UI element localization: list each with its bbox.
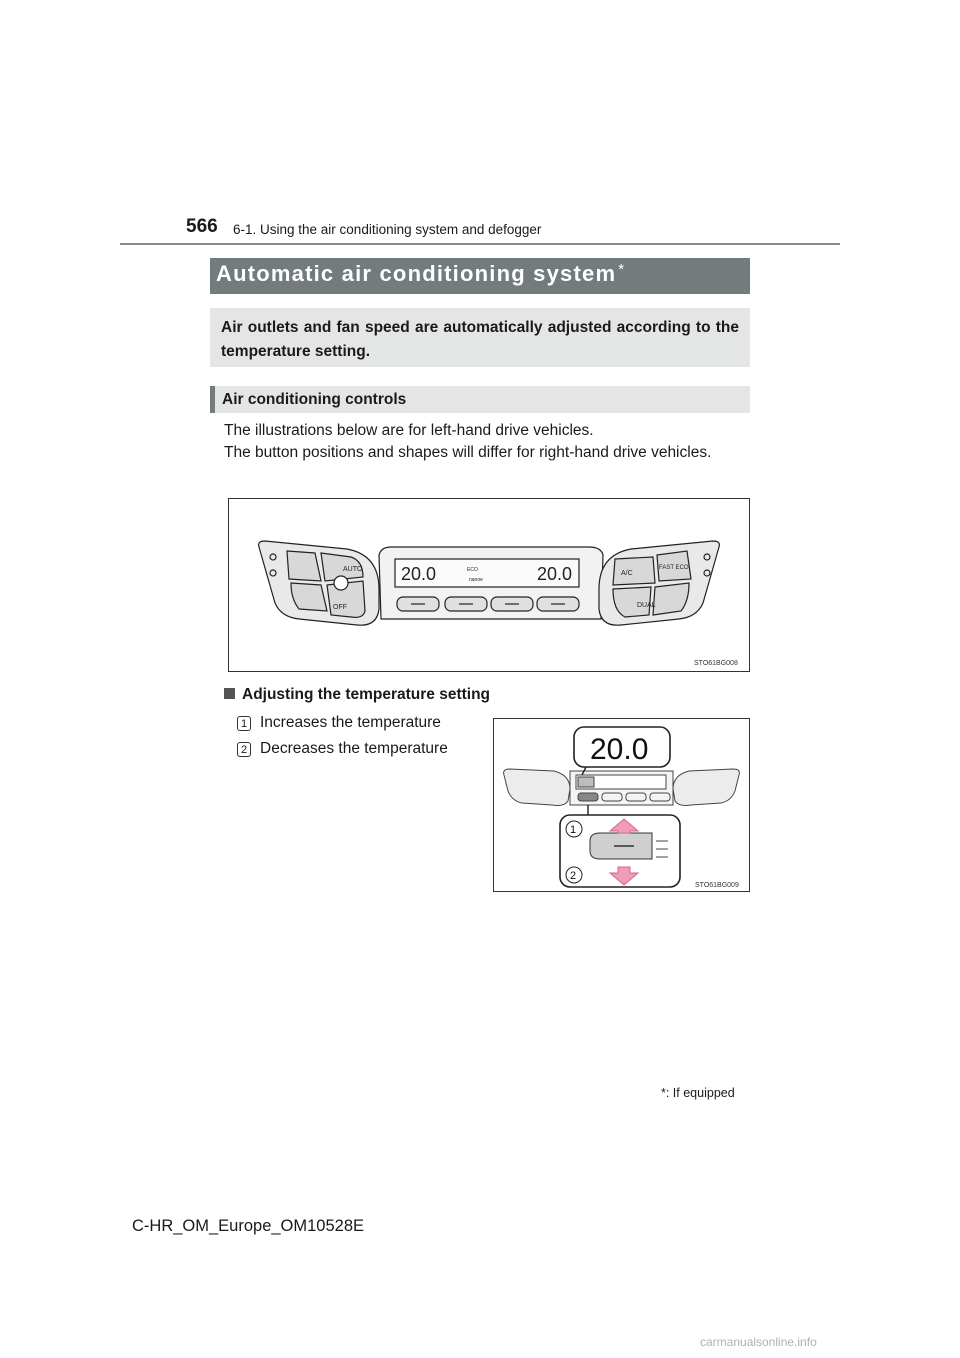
figure-1-code: STO61BG008 (694, 660, 738, 667)
heading-square-icon (224, 688, 235, 699)
display-temp-readout: 20.0 (590, 733, 649, 766)
title-text: Automatic air conditioning system (216, 261, 617, 286)
step-1-badge: 1 (237, 716, 251, 731)
page-title (216, 261, 625, 287)
adjusting-heading (224, 686, 490, 704)
intro-text: Air outlets and fan speed are automatically adjusted according to the temperature setting. (221, 319, 739, 360)
ac-button-label: A/C (621, 570, 633, 577)
off-button-label: OFF (333, 604, 347, 611)
step-1-text: Increases the temperature (260, 714, 441, 731)
figure-2-code: STO61BG009 (695, 882, 739, 889)
section-header: 6-1. Using the air conditioning system and defogger (233, 222, 542, 237)
control-panel-illustration (229, 499, 749, 671)
subsection-accent (210, 386, 215, 413)
up-arrow-label: 1 (570, 824, 577, 836)
step-2-text: Decreases the temperature (260, 740, 448, 757)
nanoe-label: nanoe (469, 577, 483, 583)
page-number: 566 (186, 216, 218, 237)
watermark: carmanualsonline.info (700, 1335, 817, 1349)
step-2-badge: 2 (237, 742, 251, 757)
header-rule (120, 243, 840, 245)
left-temp-readout: 20.0 (401, 564, 437, 584)
eco-label: ECO (467, 567, 478, 573)
fast-eco-button-label: FAST ECO (659, 565, 689, 571)
body-line-1: The illustrations below are for left-hand drive vehicles. (224, 422, 594, 439)
right-temp-readout: 20.0 (537, 564, 573, 584)
footnote: *: If equipped (661, 1086, 735, 1100)
document-id: C-HR_OM_Europe_OM10528E (132, 1217, 365, 1235)
title-marker: * (618, 261, 626, 278)
auto-button-label: AUTO (343, 566, 363, 573)
down-arrow-label: 2 (570, 870, 577, 882)
subsection-title: Air conditioning controls (222, 391, 407, 408)
body-text (224, 420, 748, 464)
adjusting-heading-text: Adjusting the temperature setting (242, 686, 491, 703)
temperature-adjust-illustration (494, 719, 749, 891)
temperature-adjust-figure (493, 718, 750, 892)
control-panel-figure (228, 498, 750, 672)
dual-button-label: DUAL (637, 602, 656, 609)
body-line-2: The button positions and shapes will differ for right-hand drive vehicles. (224, 444, 712, 461)
